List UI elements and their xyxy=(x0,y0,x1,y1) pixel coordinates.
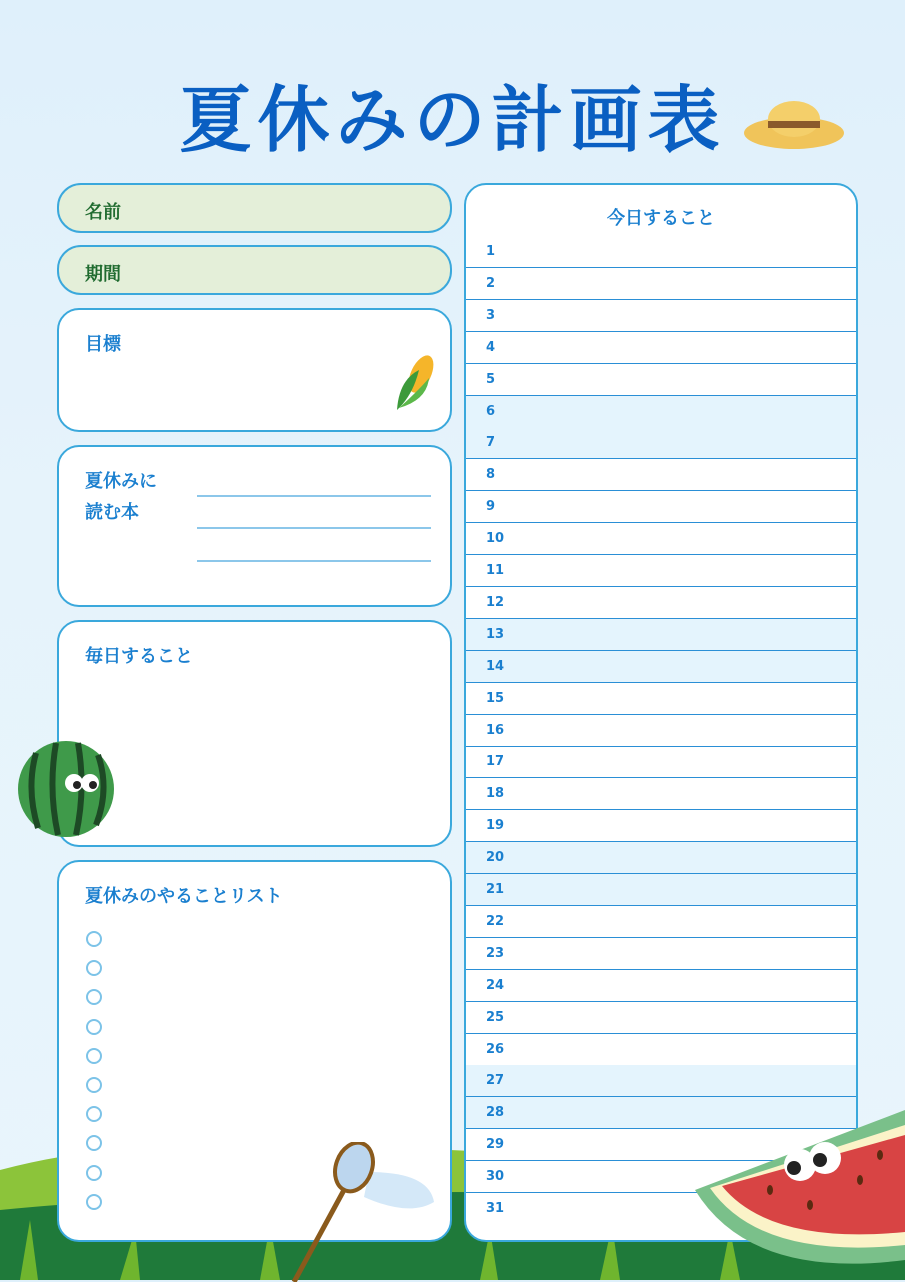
day-number: 10 xyxy=(486,531,505,547)
day-number: 18 xyxy=(486,786,505,802)
checklist-checkbox[interactable] xyxy=(86,1106,102,1122)
day-number: 14 xyxy=(486,658,505,674)
day-number: 30 xyxy=(486,1169,505,1185)
day-row[interactable] xyxy=(466,427,856,459)
day-row[interactable] xyxy=(466,874,856,906)
day-row[interactable] xyxy=(466,1065,856,1097)
book-line[interactable] xyxy=(197,560,431,562)
checklist-checkbox[interactable] xyxy=(86,1194,102,1210)
day-number: 28 xyxy=(486,1105,505,1121)
day-number: 12 xyxy=(486,594,505,610)
watermelon-slice-icon xyxy=(690,1110,905,1280)
day-row[interactable] xyxy=(466,300,856,332)
day-row[interactable] xyxy=(466,970,856,1002)
book-line[interactable] xyxy=(197,495,431,497)
day-row[interactable] xyxy=(466,459,856,491)
day-row[interactable] xyxy=(466,491,856,523)
day-row[interactable] xyxy=(466,651,856,683)
day-number: 24 xyxy=(486,977,505,993)
bug-net-icon xyxy=(289,1142,439,1282)
straw-hat-icon xyxy=(742,95,847,155)
goal-label: 目標 xyxy=(85,334,121,355)
day-number: 6 xyxy=(486,403,496,419)
day-row[interactable] xyxy=(466,1034,856,1066)
day-row[interactable] xyxy=(466,906,856,938)
day-number: 11 xyxy=(486,563,505,578)
checklist-checkbox[interactable] xyxy=(86,1165,102,1181)
day-row[interactable] xyxy=(466,778,856,810)
name-label: 名前 xyxy=(85,202,121,223)
day-row[interactable] xyxy=(466,746,856,778)
day-row[interactable] xyxy=(466,938,856,970)
period-field[interactable] xyxy=(57,245,452,295)
day-number: 19 xyxy=(486,818,505,834)
day-number: 1 xyxy=(486,244,496,259)
books-label-line1: 夏休みに xyxy=(85,471,157,492)
day-row[interactable] xyxy=(466,523,856,555)
checklist-checkbox[interactable] xyxy=(86,1048,102,1064)
day-row[interactable] xyxy=(466,715,856,747)
day-row[interactable] xyxy=(466,683,856,715)
day-row[interactable] xyxy=(466,396,856,428)
corn-icon xyxy=(389,350,439,414)
day-row[interactable] xyxy=(466,332,856,364)
day-row[interactable] xyxy=(466,236,856,268)
watermelon-ball-icon xyxy=(16,733,118,839)
period-label: 期間 xyxy=(85,264,121,285)
books-label-line2: 読む本 xyxy=(85,502,139,523)
day-number: 20 xyxy=(486,850,505,866)
today-panel xyxy=(464,183,858,1242)
day-number: 27 xyxy=(486,1073,505,1089)
daily-label: 毎日すること xyxy=(85,646,193,667)
checklist-checkbox[interactable] xyxy=(86,1135,102,1151)
today-label: 今日すること xyxy=(607,208,715,229)
todo-list-box xyxy=(57,860,452,1242)
book-line[interactable] xyxy=(197,527,431,529)
day-row[interactable] xyxy=(466,587,856,619)
checklist-checkbox[interactable] xyxy=(86,989,102,1005)
day-number: 21 xyxy=(486,882,505,897)
day-number: 29 xyxy=(486,1137,505,1153)
day-number: 31 xyxy=(486,1201,505,1216)
checklist-checkbox[interactable] xyxy=(86,1077,102,1093)
day-number: 8 xyxy=(486,467,496,483)
day-row[interactable] xyxy=(466,810,856,842)
day-row[interactable] xyxy=(466,364,856,396)
day-number: 2 xyxy=(486,275,496,291)
day-number: 4 xyxy=(486,339,496,355)
day-number: 9 xyxy=(486,499,496,515)
day-row[interactable] xyxy=(466,842,856,874)
books-box[interactable] xyxy=(57,445,452,607)
day-row[interactable] xyxy=(466,268,856,300)
day-row[interactable] xyxy=(466,555,856,587)
goal-box[interactable] xyxy=(57,308,452,432)
todo-list-label: 夏休みのやることリスト xyxy=(85,886,283,907)
day-number: 17 xyxy=(486,754,505,770)
day-number: 23 xyxy=(486,945,505,961)
day-number: 25 xyxy=(486,1009,505,1025)
day-number: 26 xyxy=(486,1041,505,1057)
day-number: 15 xyxy=(486,690,505,706)
day-number: 16 xyxy=(486,722,505,738)
checklist-checkbox[interactable] xyxy=(86,931,102,947)
checklist-checkbox[interactable] xyxy=(86,960,102,976)
name-field[interactable] xyxy=(57,183,452,233)
page-title: 夏休みの計画表 xyxy=(179,78,726,162)
checklist-checkbox[interactable] xyxy=(86,1019,102,1035)
day-number: 3 xyxy=(486,307,496,323)
day-number: 13 xyxy=(486,626,505,642)
day-number: 7 xyxy=(486,435,496,451)
day-row[interactable] xyxy=(466,619,856,651)
day-row[interactable] xyxy=(466,1002,856,1034)
day-number: 5 xyxy=(486,371,496,387)
day-number: 22 xyxy=(486,913,505,929)
